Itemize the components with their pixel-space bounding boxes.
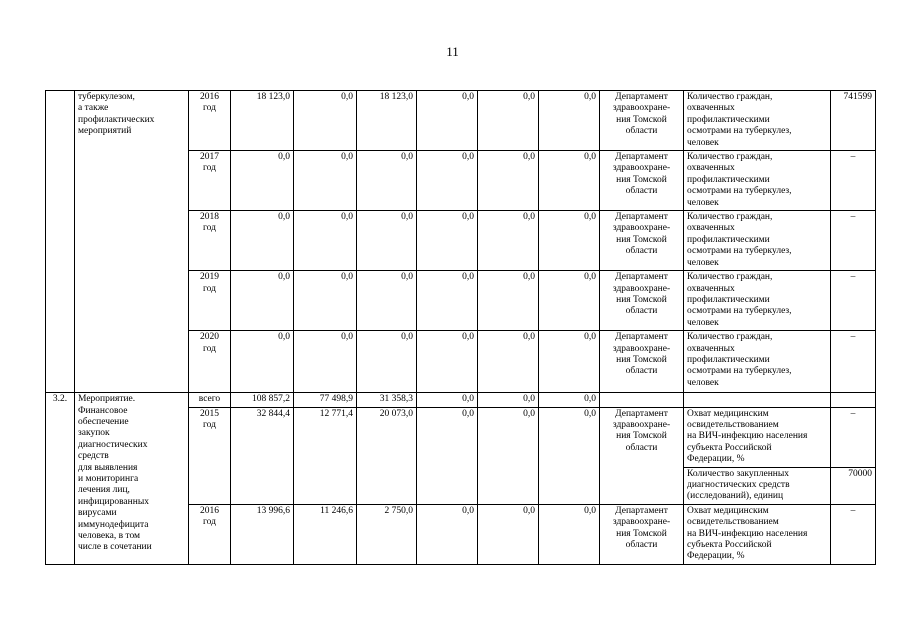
- local-cell: 0,0: [417, 407, 478, 504]
- table-row: [46, 91, 876, 151]
- extra-cell: 0,0: [539, 504, 600, 564]
- federal-cell: 0,0: [294, 271, 357, 331]
- regional-cell: 2 750,0: [357, 504, 417, 564]
- indicator-value-cell: 70000: [831, 467, 876, 504]
- year-cell: 2019 год: [189, 271, 231, 331]
- page-number: 11: [446, 44, 459, 59]
- local-cell: 0,0: [417, 211, 478, 271]
- federal-cell: 0,0: [294, 151, 357, 211]
- year-cell: 2016 год: [189, 91, 231, 151]
- table-row: [46, 393, 876, 407]
- program-table: [45, 90, 876, 565]
- other-cell: 0,0: [478, 331, 539, 393]
- federal-cell: 0,0: [294, 331, 357, 393]
- local-cell: 0,0: [417, 151, 478, 211]
- local-cell: 0,0: [417, 393, 478, 407]
- year-cell: 2018 год: [189, 211, 231, 271]
- regional-cell: 31 358,3: [357, 393, 417, 407]
- executor-cell: [600, 393, 684, 407]
- indicator-value-cell: –: [831, 331, 876, 393]
- regional-cell: 20 073,0: [357, 407, 417, 504]
- total-cell: 0,0: [231, 271, 294, 331]
- federal-cell: 11 246,6: [294, 504, 357, 564]
- federal-cell: 0,0: [294, 211, 357, 271]
- extra-cell: 0,0: [539, 393, 600, 407]
- indicator-cell: Количество граждан, охваченных профилактическими осмотрами на туберкулез, человек: [684, 331, 831, 393]
- total-cell: 0,0: [231, 331, 294, 393]
- regional-cell: 0,0: [357, 211, 417, 271]
- executor-cell: Департамент здравоохране- ния Томской области: [600, 151, 684, 211]
- local-cell: 0,0: [417, 331, 478, 393]
- extra-cell: 0,0: [539, 211, 600, 271]
- executor-cell: Департамент здравоохране- ния Томской области: [600, 211, 684, 271]
- executor-cell: Департамент здравоохране- ния Томской области: [600, 91, 684, 151]
- other-cell: 0,0: [478, 393, 539, 407]
- item-number-cell: [46, 91, 75, 393]
- indicator-value-cell: –: [831, 271, 876, 331]
- extra-cell: 0,0: [539, 271, 600, 331]
- regional-cell: 0,0: [357, 331, 417, 393]
- federal-cell: 12 771,4: [294, 407, 357, 504]
- indicator-value-cell: –: [831, 407, 876, 467]
- other-cell: 0,0: [478, 151, 539, 211]
- total-cell: 18 123,0: [231, 91, 294, 151]
- extra-cell: 0,0: [539, 331, 600, 393]
- regional-cell: 0,0: [357, 271, 417, 331]
- total-cell: 13 996,6: [231, 504, 294, 564]
- indicator-cell: [684, 393, 831, 407]
- indicator-value-cell: –: [831, 504, 876, 564]
- extra-cell: 0,0: [539, 91, 600, 151]
- total-cell: 32 844,4: [231, 407, 294, 504]
- year-cell: 2015 год: [189, 407, 231, 504]
- indicator-cell: Охват медицинским освидетельствованием на ВИЧ-инфекцию населения субъекта Российской Федерации, %: [684, 407, 831, 467]
- year-cell: всего: [189, 393, 231, 407]
- other-cell: 0,0: [478, 211, 539, 271]
- indicator-cell: Количество граждан, охваченных профилактическими осмотрами на туберкулез, человек: [684, 151, 831, 211]
- total-cell: 0,0: [231, 151, 294, 211]
- other-cell: 0,0: [478, 271, 539, 331]
- local-cell: 0,0: [417, 91, 478, 151]
- indicator-cell: Количество граждан, охваченных профилактическими осмотрами на туберкулез, человек: [684, 271, 831, 331]
- federal-cell: 77 498,9: [294, 393, 357, 407]
- total-cell: 0,0: [231, 211, 294, 271]
- federal-cell: 0,0: [294, 91, 357, 151]
- indicator-cell: Охват медицинским освидетельствованием на ВИЧ-инфекцию населения субъекта Российской Федерации, %: [684, 504, 831, 564]
- year-cell: 2016 год: [189, 504, 231, 564]
- indicator-value-cell: –: [831, 151, 876, 211]
- regional-cell: 18 123,0: [357, 91, 417, 151]
- indicator-value-cell: 741599: [831, 91, 876, 151]
- local-cell: 0,0: [417, 504, 478, 564]
- other-cell: 0,0: [478, 407, 539, 504]
- executor-cell: Департамент здравоохране- ния Томской области: [600, 271, 684, 331]
- item-name-cell: туберкулезом, а также профилактических мероприятий: [75, 91, 189, 393]
- indicator-value-cell: –: [831, 211, 876, 271]
- extra-cell: 0,0: [539, 407, 600, 504]
- item-number-cell: 3.2.: [46, 393, 75, 565]
- regional-cell: 0,0: [357, 151, 417, 211]
- executor-cell: Департамент здравоохране- ния Томской области: [600, 331, 684, 393]
- extra-cell: 0,0: [539, 151, 600, 211]
- item-name-cell: Мероприятие. Финансовое обеспечение закупок диагностических средств для выявления и мониторинга лечения лиц, инфицированных вирусами иммунодефицита человека, в том числе в сочетании: [75, 393, 189, 565]
- indicator-cell: Количество граждан, охваченных профилактическими осмотрами на туберкулез, человек: [684, 91, 831, 151]
- indicator-cell: Количество граждан, охваченных профилактическими осмотрами на туберкулез, человек: [684, 211, 831, 271]
- total-cell: 108 857,2: [231, 393, 294, 407]
- local-cell: 0,0: [417, 271, 478, 331]
- indicator-cell: Количество закупленных диагностических средств (исследований), единиц: [684, 467, 831, 504]
- year-cell: 2020 год: [189, 331, 231, 393]
- executor-cell: Департамент здравоохране- ния Томской области: [600, 407, 684, 504]
- other-cell: 0,0: [478, 91, 539, 151]
- other-cell: 0,0: [478, 504, 539, 564]
- executor-cell: Департамент здравоохране- ния Томской области: [600, 504, 684, 564]
- year-cell: 2017 год: [189, 151, 231, 211]
- indicator-value-cell: [831, 393, 876, 407]
